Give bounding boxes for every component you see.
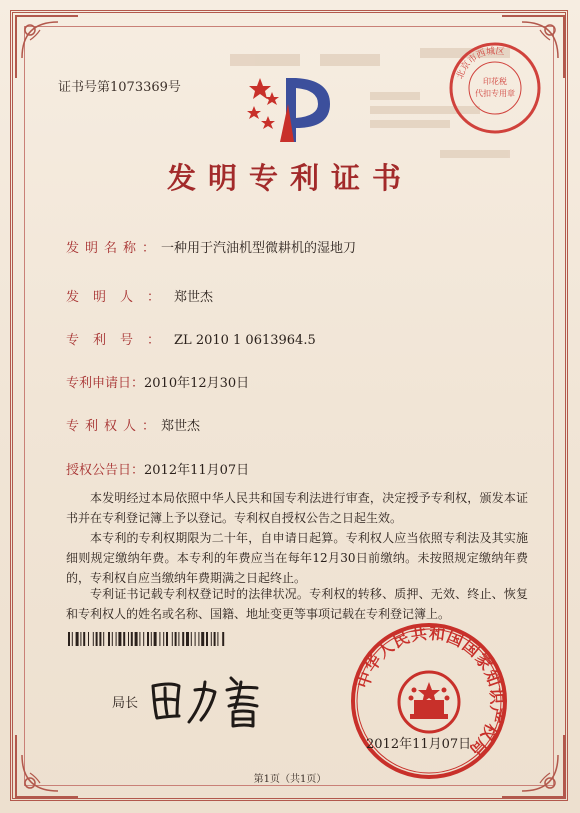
certificate-title: 发明专利证书	[166, 161, 413, 195]
field-label: 专利权人：	[66, 419, 162, 434]
barcode	[68, 632, 300, 646]
field-invention-name	[66, 237, 356, 256]
field-label: 专利号：	[66, 333, 175, 348]
director-label: 局长	[112, 696, 139, 711]
body-paragraph: 专利证书记载专利权登记时的法律状况。专利权的转移、质押、无效、终止、恢复和专利权人的姓名或名称、国籍、地址变更等事项记载在专利登记簿上。	[66, 587, 528, 621]
field-label: 专利申请日：	[66, 376, 145, 391]
official-seal	[348, 620, 510, 782]
page-footer: 第1页（共1页）	[253, 774, 327, 785]
field-value: 2010年12月30日	[144, 376, 250, 391]
field-label: 授权公告日：	[66, 463, 145, 478]
field-patent-number	[66, 329, 316, 348]
certificate-number: 证书号第1073369号	[58, 80, 181, 95]
field-value: 郑世杰	[161, 419, 201, 434]
field-label: 发明人：	[66, 290, 175, 305]
field-label: 发明名称：	[66, 241, 162, 256]
tax-stamp-seal	[447, 40, 543, 136]
field-patentee	[66, 415, 200, 434]
svg-text:印花税: 印花税	[483, 77, 507, 86]
national-emblem-icon	[399, 672, 459, 732]
seal-date: 2012年11月07日	[366, 737, 472, 752]
svg-text:北京市西城区	[453, 45, 505, 81]
field-value: ZL 2010 1 0613964.5	[174, 333, 316, 348]
field-value: 2012年11月07日	[144, 463, 250, 478]
corner-ornament-icon	[12, 731, 82, 801]
field-inventor	[66, 286, 213, 305]
tax-seal-ring-text: 北京市西城区	[455, 46, 506, 81]
seal-ring-text: 中华人民共和国国家知识产权局	[353, 623, 507, 761]
field-value: 一种用于汽油机型微耕机的湿地刀	[161, 241, 357, 256]
body-paragraph: 本发明经过本局依照中华人民共和国专利法进行审查，决定授予专利权，颁发本证书并在专利登记簿上予以登记。专利权自授权公告之日起生效。	[66, 491, 528, 525]
director-signature	[145, 668, 275, 730]
svg-text:代扣专用章: 代扣专用章	[475, 89, 515, 98]
corner-ornament-icon	[12, 12, 82, 82]
field-grant-date	[66, 459, 249, 478]
field-application-date	[66, 372, 249, 391]
field-value: 郑世杰	[174, 290, 214, 305]
sipo-logo-icon	[240, 70, 340, 150]
body-paragraph: 本专利的专利权期限为二十年，自申请日起算。专利权人应当依照专利法及其实施细则规定缴纳年费。本专利的年费应当在每年12月30日前缴纳。未按照规定缴纳年费的，专利权自应当缴纳年费期满之日起终止。	[66, 531, 528, 585]
